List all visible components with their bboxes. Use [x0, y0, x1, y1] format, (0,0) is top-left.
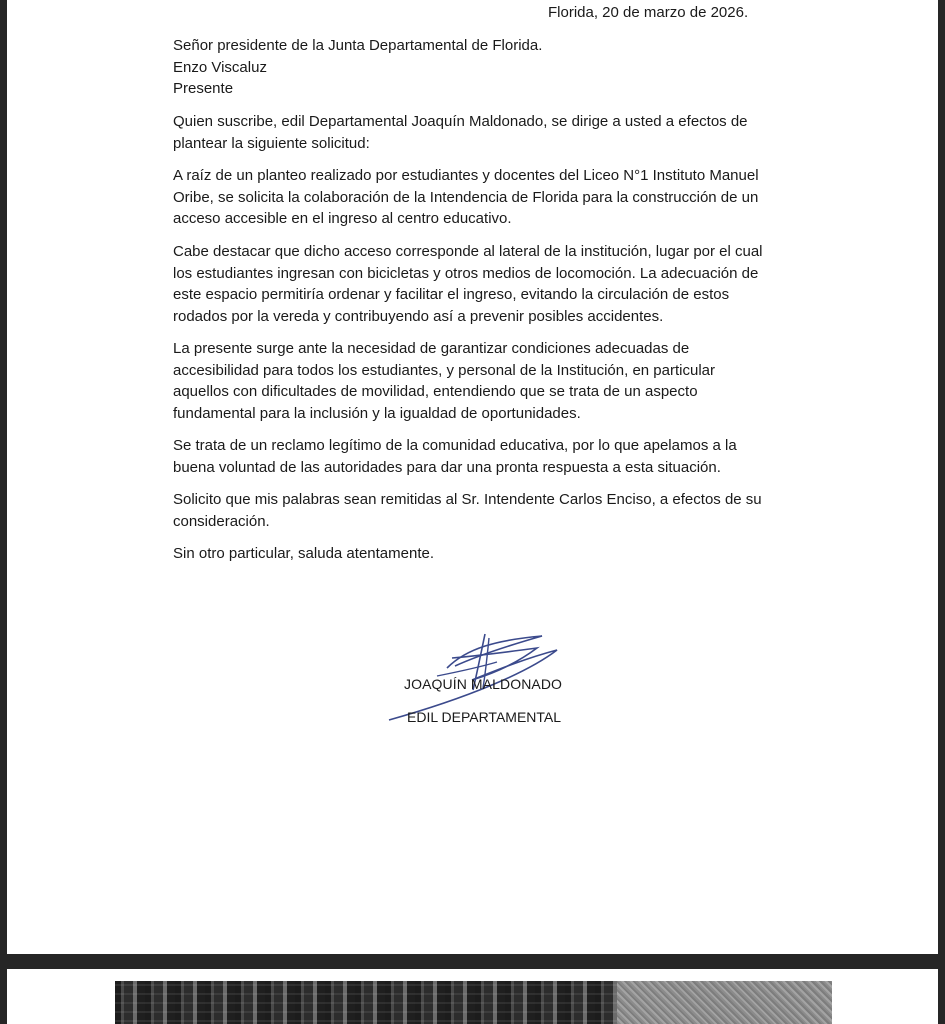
recipient-line: Enzo Viscaluz — [173, 58, 267, 76]
attached-photo — [115, 981, 832, 1024]
paragraph-request — [173, 165, 759, 230]
paragraph-line: La presente surge ante la necesidad de garantizar condiciones adecuadas de — [173, 340, 690, 357]
paragraph-line: Oribe, se solicita la colaboración de la Intendencia de Florida para la construcción de un — [173, 188, 759, 206]
letter-date: Florida, 20 de marzo de 2026. — [548, 4, 749, 21]
recipient-line: Señor presidente de la Junta Departamental de Florida. — [173, 37, 543, 54]
paragraph-line: plantear la siguiente solicitud: — [173, 134, 370, 152]
paragraph-line: Quien suscribe, edil Departamental Joaquín Maldonado, se dirige a usted a efectos de — [173, 113, 748, 130]
paragraph-line: Sin otro particular, saluda atentamente. — [173, 545, 434, 562]
paragraph-line: buena voluntad de las autoridades para dar una pronta respuesta a esta situación. — [173, 458, 721, 476]
paragraph-claim — [173, 435, 737, 478]
recipient-line: Presente — [173, 80, 234, 97]
paragraph-closing — [173, 543, 434, 565]
signature-name: JOAQUÍN MALDONADO — [404, 676, 563, 692]
paragraph-intro — [173, 111, 748, 154]
letter-page — [7, 0, 938, 954]
paragraph-line: Cabe destacar que dicho acceso corresponde al lateral de la institución, lugar por el cual — [173, 243, 763, 260]
photo-pavement-texture — [617, 981, 832, 1024]
paragraph-line: aquellos con dificultades de movilidad, entendiendo que se trata de un aspecto — [173, 383, 698, 400]
paragraph-line: acceso accesible en el ingreso al centro educativo. — [173, 210, 512, 227]
paragraph-line: consideración. — [173, 512, 270, 530]
paragraph-line: Se trata de un reclamo legítimo de la comunidad educativa, por lo que apelamos a la — [173, 437, 737, 454]
paragraph-accessibility — [173, 338, 715, 424]
paragraph-line: A raíz de un planteo realizado por estudiantes y docentes del Liceo N°1 Instituto Manuel — [173, 167, 759, 184]
paragraph-referral — [173, 489, 762, 532]
signature-title: EDIL DEPARTAMENTAL — [407, 709, 562, 725]
paragraph-line: accesibilidad para todos los estudiantes, y personal de la Institución, en particular — [173, 361, 715, 379]
recipient-block — [173, 35, 542, 100]
paragraph-detail — [173, 241, 763, 327]
next-page-preview — [7, 969, 938, 1024]
paragraph-line: Solicito que mis palabras sean remitidas al Sr. Intendente Carlos Enciso, a efectos de su — [173, 491, 762, 508]
paragraph-line: fundamental para la inclusión y la igualdad de oportunidades. — [173, 404, 581, 422]
paragraph-line: rodados por la vereda y contribuyendo así a prevenir posibles accidentes. — [173, 307, 664, 325]
paragraph-line: este espacio permitiría ordenar y facilitar el ingreso, evitando la circulación de estos — [173, 286, 730, 303]
paragraph-line: los estudiantes ingresan con bicicletas y otros medios de locomoción. La adecuación de — [173, 264, 759, 282]
